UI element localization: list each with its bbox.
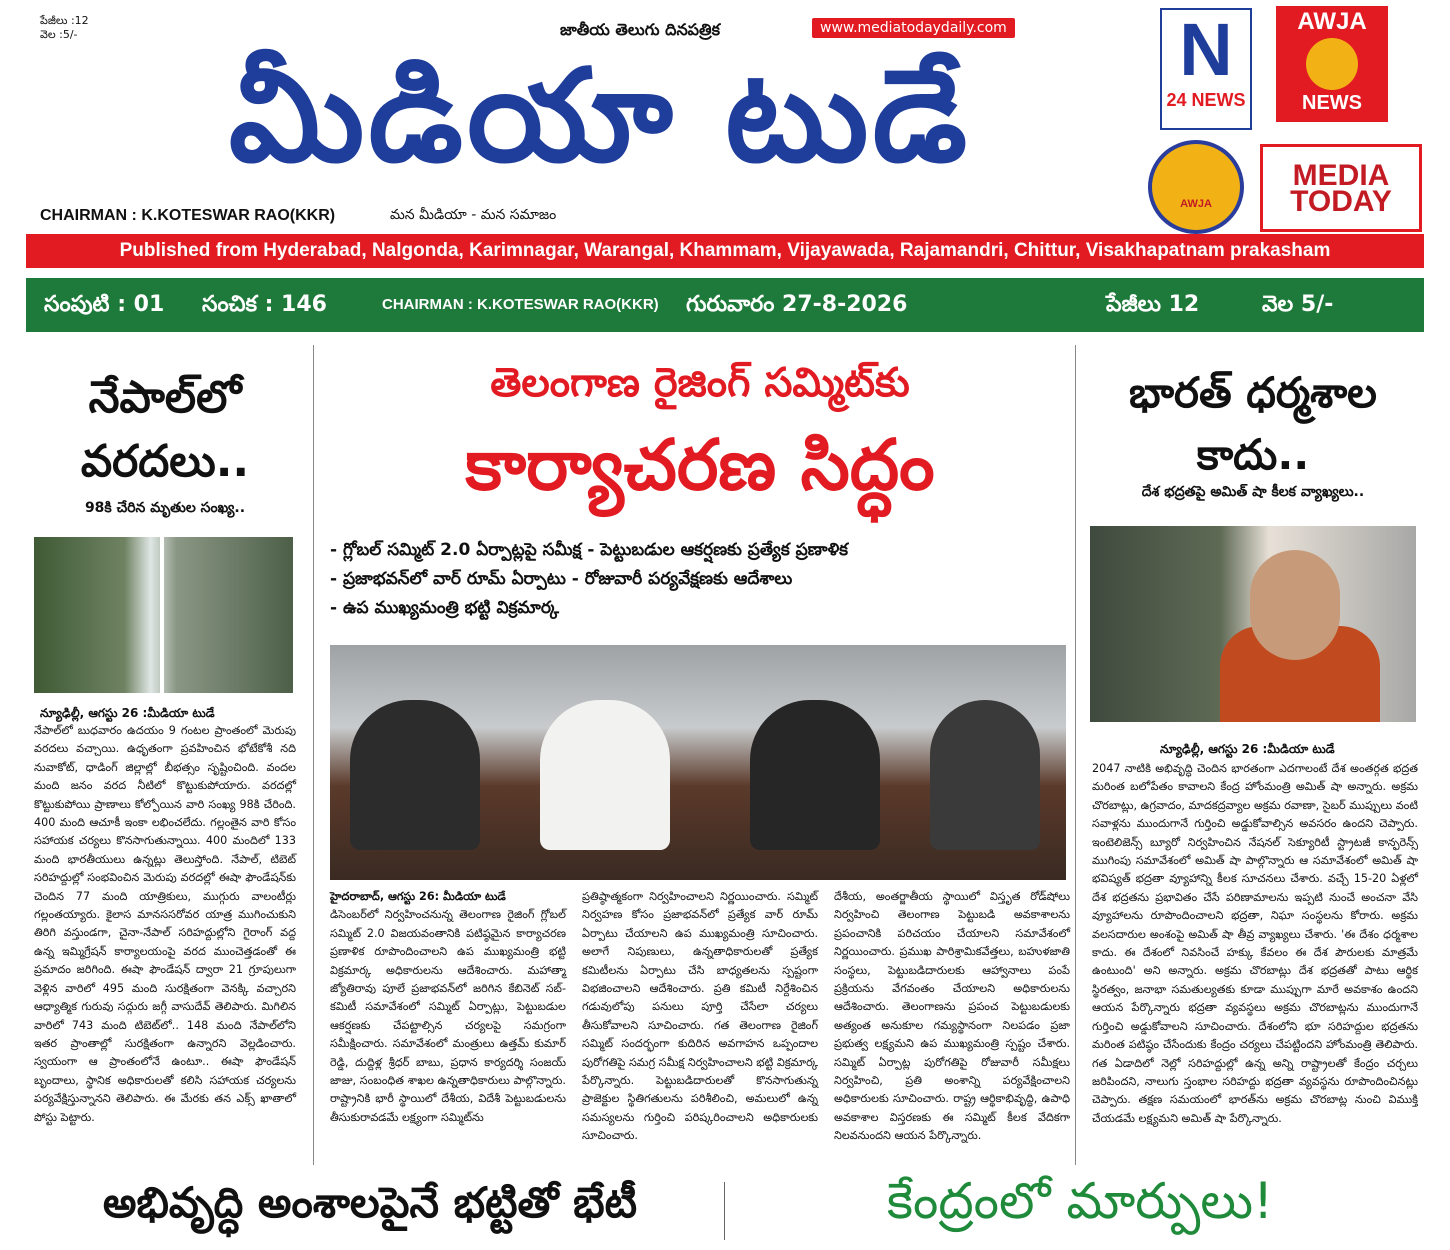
center-bullet: - ఉప ముఖ్యమంత్రి భట్టి విక్రమార్క — [330, 598, 559, 618]
bottom-divider — [724, 1182, 725, 1240]
center-kicker: తెలంగాణ రైజింగ్ సమ్మిట్‌కు — [490, 360, 910, 406]
meeting-photo — [330, 645, 1066, 880]
center-bullet: - గ్లోబల్ సమ్మిట్ 2.0 ఏర్పాట్లపై సమీక్ష - పెట్టుబడుల ఆకర్షణకు ప్రత్యేక ప్రణాళిక — [330, 540, 849, 560]
center-bullet: - ప్రజాభవన్‌లో వార్ రూమ్ ఏర్పాటు - రోజువారీ పర్యవేక్షణకు ఆదేశాలు — [330, 569, 793, 589]
awja-emblem-icon — [1306, 38, 1358, 90]
masthead-pages: పేజీలు :12 — [40, 14, 89, 27]
media-today-logo-text: MEDIA TODAY — [1290, 159, 1392, 218]
right-subheadline: దేశ భద్రతపై అమిత్ షా కీలక వ్యాఖ్యలు.. — [1141, 484, 1365, 500]
photo-face — [1250, 550, 1340, 660]
awja-logo-bottom: NEWS — [1302, 92, 1362, 114]
n24-news-logo — [1160, 8, 1252, 130]
issue-info-band — [26, 278, 1424, 332]
photo-person — [750, 700, 880, 850]
left-headline: నేపాల్‌లో వరదలు.. — [80, 372, 250, 487]
center-col-1-text: డిసెంబర్‌లో నిర్వహించనున్న తెలంగాణ రైజింగ్ గ్లోబల్ సమ్మిట్ 2.0 విజయవంతానికి పటిష్ఠమైన కార్యాచరణ ప్రణాళిక రూపొందించాలని ఉప ముఖ్యమంత్రి భట్టి విక్రమార్క అధికారులను ఆదేశించారు. మహాత్మా జ్యోతిరావు పూలే ప్రజాభవన్‌లో జరిగిన కేబినెట్ సబ్-కమిటీ సమావేశంలో సమ్మిట్ ఏర్పాట్లు, పెట్టుబడుల ఆకర్షణకు చేపట్టాల్సిన చర్యలపై సమగ్రంగా సమీక్షించారు. సమావేశంలో మంత్రులు ఉత్తమ్ కుమార్ రెడ్డి, దుద్దిళ్ల శ్రీధర్ బాబు, ప్రధాన కార్యదర్శి సంజయ్ జాజు, సంబంధిత శాఖల ఉన్నతాధికారులు పాల్గొన్నారు. రాష్ట్రానికి భారీ స్థాయిలో దేశీయ, విదేశీ పెట్టుబడులను తీసుకురావడమే లక్ష్యంగా సమ్మిట్‌ను — [330, 908, 566, 1124]
masthead-tagline: జాతీయ తెలుగు దినపత్రిక — [560, 20, 720, 39]
media-today-logo — [1260, 144, 1422, 232]
masthead-website[interactable]: www.mediatodaydaily.com — [812, 18, 1015, 38]
left-subheadline: 98కి చేరిన మృతుల సంఖ్య.. — [84, 500, 246, 516]
center-col-2: ప్రతిష్ఠాత్మకంగా నిర్వహించాలని నిర్ణయించారు. సమ్మిట్ నిర్వహణ కోసం ప్రజాభవన్‌లో ప్రత్యేక వార్ రూమ్ ఏర్పాటు చేయాలని ఉప ముఖ్యమంత్రి సూచించారు. అలాగే నిపుణులు, ఉన్నతాధికారులతో ప్రత్యేక కమిటీలను ఏర్పాటు చేసి బాధ్యతలను స్పష్టంగా విభజించాలని ఆదేశించారు. ప్రతి కమిటీ నిర్దేశించిన గడువులోపు పనులు పూర్తి చేసేలా చర్యలు తీసుకోవాలని సూచించారు. గత తెలంగాణ రైజింగ్ సమ్మిట్ సందర్భంగా కుదిరిన అవగాహన ఒప్పందాల పురోగతిపై సమగ్ర సమీక్ష నిర్వహించాలని భట్టి విక్రమార్క పేర్కొన్నారు. పెట్టుబడిదారులతో కొనసాగుతున్న ప్రాజెక్టుల స్థితిగతులను పరిశీలించి, అమలులో ఉన్న సమస్యలను గుర్తించి పరిష్కరించాలని అధికారులకు సూచించారు. — [582, 890, 818, 1143]
issue-volume: సంపుటి : 01 — [44, 292, 165, 317]
emblem-text: AWJA — [1180, 198, 1212, 210]
issue-pages: పేజీలు 12 — [1106, 292, 1200, 317]
right-article-body: 2047 నాటికి అభివృద్ధి చెందిన భారతంగా ఎదగాలంటే దేశ అంతర్గత భద్రత మరింత బలోపేతం కావాలని కేంద్ర హోంమంత్రి అమిత్ షా అన్నారు. అక్రమ చొరబాట్లు, ఉగ్రవాదం, మాదకద్రవ్యాల అక్రమ రవాణా, సైబర్ ముప్పులు వంటి సవాళ్లను ముందుగానే గుర్తించి అడ్డుకోవాల్సిన అవసరం ఉందని చెప్పారు. ఇంటెలిజెన్స్ బ్యూరో నిర్వహించిన నేషనల్ సెక్యూరిటీ స్ట్రాటజీ కాన్ఫరెన్స్ ముగింపు సమావేశంలో అమిత్ షా పాల్గొన్నారు ఆ సమావేశంలో అమిత్ షా భవిష్యత్ భద్రతా వ్యూహాన్ని కీలక సూచనలు చేశారు. వచ్చే 15-20 ఏళ్లలో దేశ భద్రతను ప్రభావితం చేసే పరిణామాలను ఇప్పటి నుంచే అంచనా వేసి వ్యూహాలను రూపొందించాలని భద్రతా, నిఘా సంస్థలను కోరారు. అక్రమ వలసదారుల అంశంపై అమిత్ షా తీవ్ర వ్యాఖ్యలు చేశారు. 'ఈ దేశం ధర్మశాల కాదు. ఈ దేశంలో నివసించే హక్కు కేవలం ఈ దేశ పౌరులకు మాత్రమే ఉంటుంది' అని అన్నారు. అక్రమ చొరబాట్లు దేశ భద్రతతో పాటు ఆర్థిక స్థిరత్వం, జనాభా సమతుల్యతకు కూడా ముప్పుగా మారే అవకాశం ఉందని ఆయన పేర్కొన్నారు భద్రతా వ్యవస్థలు అక్రమ చొరబాట్లను ముందుగానే గుర్తించి అడ్డుకోవాలని సూచించారు. దేశంలోని భూ సరిహద్దుల భద్రతను మరింత పటిష్ఠం చేసేందుకు కేంద్రం చర్యలు చేపట్టిందని హోంమంత్రి తెలిపారు. గత ఏడాదిలో నెల్లో సరిహద్దుల్లో ఉన్న అన్ని రాష్ట్రాలతో కేంద్రం చర్చలు జరిపిందని, నాలుగు స్తంభాల సరిహద్దు భద్రతా వ్యవస్థను రూపొందించినట్లు చెప్పారు. తక్షణ సమయంలో భారత్‌ను అక్రమ చొరబాట్ల నుంచి విముక్తి చేయడమే లక్ష్యమని అమిత్ షా పేర్కొన్నారు. — [1092, 762, 1418, 1125]
issue-chairman: CHAIRMAN : K.KOTESWAR RAO(KKR) — [382, 296, 659, 313]
masthead-motto: మన మీడియా - మన సమాజం — [390, 207, 557, 223]
awja-logo-top: AWJA — [1297, 8, 1367, 35]
n24-logo-text: 24 NEWS — [1166, 90, 1246, 110]
published-from-band: Published from Hyderabad, Nalgonda, Karimnagar, Warangal, Khammam, Vijayawada, Rajamandri, Chittur, Visakhapatnam prakasham — [26, 234, 1424, 268]
flood-photo — [34, 537, 293, 693]
center-bullets — [330, 536, 1070, 623]
center-col-1 — [330, 888, 566, 1127]
right-dateline: న్యూఢిల్లీ, ఆగస్టు 26 :మీడియా టుడే — [1160, 742, 1335, 756]
center-col-3: దేశీయ, అంతర్జాతీయ స్థాయిలో విస్తృత రోడ్‌షోలు నిర్వహించి తెలంగాణ పెట్టుబడి అవకాశాలను ప్రపంచానికి పరిచయం చేయాలని సమావేశంలో నిర్ణయించారు. ప్రముఖ పారిశ్రామికవేత్తలు, బహుళజాతి సంస్థలు, పెట్టుబడిదారులకు ఆహ్వానాలు పంపే ప్రక్రియను వేగవంతం చేయాలని అధికారులను ఆదేశించారు. తెలంగాణను ప్రపంచ పెట్టుబడులకు అత్యంత అనుకూల గమ్యస్థానంగా నిలపడం ప్రజా ప్రభుత్వ లక్ష్యమని ఉప ముఖ్యమంత్రి స్పష్టం చేశారు. సమ్మిట్ ఏర్పాట్ల పురోగతిపై రోజువారీ సమీక్షలు నిర్వహించి, ప్రతి అంశాన్ని పర్యవేక్షించాలని అధికారులకు సూచించారు. రాష్ట్ర ఆర్థికాభివృద్ధి, ఉపాధి అవకాశాల విస్తరణకు ఈ సమ్మిట్ కీలక వేదికగా నిలవనుందని ఆయన పేర్కొన్నారు. — [834, 890, 1070, 1143]
awja-round-emblem-logo — [1148, 140, 1244, 234]
bottom-right-headline: కేంద్రంలో మార్పులు! — [886, 1172, 1274, 1230]
amit-shah-photo — [1090, 526, 1416, 722]
center-headline: కార్యాచరణ సిద్ధం — [465, 424, 935, 506]
awja-news-logo — [1276, 6, 1388, 122]
issue-date: గురువారం 27-8-2026 — [686, 292, 908, 317]
bottom-left-headline: అభివృద్ధి అంశాలపైనే భట్టితో భేటీ — [102, 1178, 638, 1227]
center-dateline: హైదరాబాద్, ఆగస్టు 26: మీడియా టుడే — [330, 890, 506, 903]
masthead-chairman: CHAIRMAN : K.KOTESWAR RAO(KKR) — [40, 207, 336, 224]
left-article-body: నేపాల్‌లో బుధవారం ఉదయం 9 గంటల ప్రాంతంలో మెరుపు వరదలు వచ్చాయి. ఉధృతంగా ప్రవహించిన భోటేకోశీ నది నువాకోట్, ధాడింగ్ జిల్లాల్లో బీభత్సం సృష్టించింది. వందల మంది జనం వరద నీటిలో కొట్టుకుపోయారు. వరదల్లో కొట్టుకుపోయి ప్రాణాలు కోల్పోయిన వారి సంఖ్య 98కి చేరింది. 400 మంది ఆచూకీ ఇంకా లభించలేదు. గల్లంతైన వారి కోసం సహాయక చర్యలు కొనసాగుతున్నాయి. 400 మందిలో 133 మంది భారతీయులు ఉన్నట్లు తెలుస్తోంది. నేపాల్, టిబెట్ సరిహద్దుల్లో సంభవించిన మెరుపు వరదల్లో ఈషా ఫౌండేషన్‌కు చెందిన 77 మంది యాత్రికులు, ముగ్గురు వాలంటీర్లు గల్లంతయ్యారు. కైలాస మానససరోవర యాత్ర ముగించుకుని తిరిగి వస్తుండగా, చైనా-నేపాల్ సరిహద్దుల్లోని గైరాంగ్ వద్ద ఉన్న ఇమ్మిగ్రేషన్ కార్యాలయంపై వరద ముంచెత్తడంతో ఈ ప్రమాదం జరిగింది. ఈషా ఫౌండేషన్ ద్వారా 21 గ్రూపులుగా వెళ్లిన వారిలో 495 మంది సురక్షితంగా వెనక్కి వచ్చారని ఆధ్యాత్మిక గురువు సద్గురు జగ్గీ వాసుదేవ్ తెలిపారు. మిగిలిన వారిలో 743 మంది టిబెట్‌లో.. 148 మంది నేపాల్‌లోని ఇతర ప్రాంతాల్లో సురక్షితంగా ఉన్నారని వెల్లడించారు. స్వయంగా ఆ ప్రాంతంలోనే ఉంటూ.. ఈషా ఫౌండేషన్ బృందాలు, స్థానిక అధికారులతో కలిసి సహాయక చర్యలను పర్యవేక్షిస్తున్నానని తెలిపారు. ఈ మేరకు తన ఎక్స్ ఖాతాలో పోస్టు పెట్టారు. — [34, 724, 296, 1124]
n24-logo-letter: N — [1179, 8, 1233, 91]
issue-price: వెల 5/- — [1262, 292, 1334, 317]
left-dateline: న్యూఢిల్లీ, ఆగస్టు 26 :మీడియా టుడే — [40, 706, 215, 720]
column-divider — [313, 345, 314, 1165]
right-headline: భారత్ ధర్మశాల కాదు.. — [1129, 368, 1377, 479]
issue-number: సంచిక : 146 — [202, 292, 327, 317]
photo-person — [540, 700, 670, 850]
masthead-title: మీడియా టుడే — [228, 42, 972, 191]
photo-person — [930, 700, 1040, 850]
masthead-price: వెల :5/- — [40, 28, 78, 41]
photo-person — [350, 700, 480, 850]
